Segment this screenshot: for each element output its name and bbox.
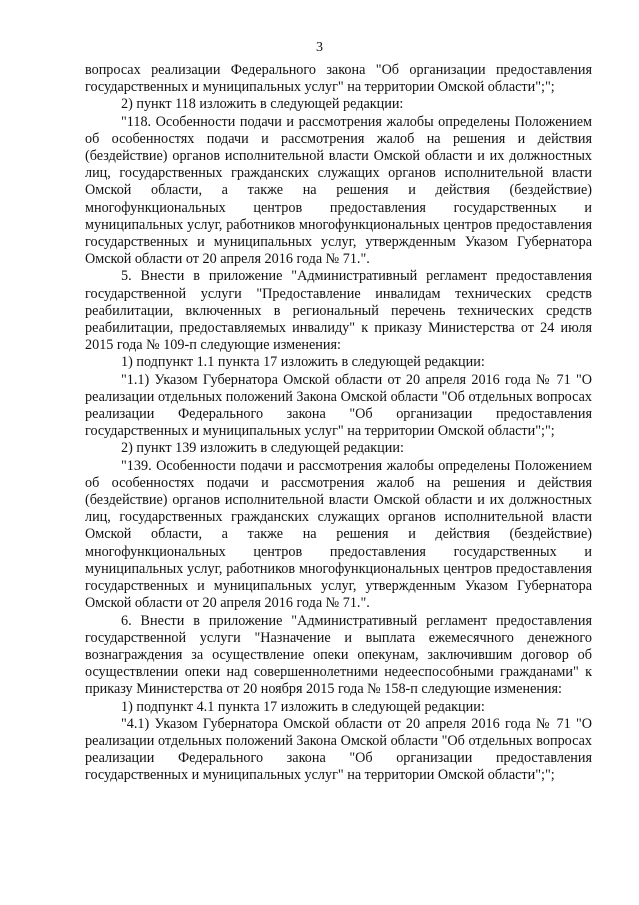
paragraph-item-2-point-139: 2) пункт 139 изложить в следующей редакции: bbox=[121, 440, 404, 457]
paragraph-point-139-text: "139. Особенности подачи и рассмотрения жалобы определены Положением об особенностях подачи и рассмотрения жалоб на решения и действия (бездействие) органов исполнительной власти Омской области и их должностных лиц, государственных гражданских служащих органов исполнительной власти Омской области, а также на решения и действия (бездействие) многофункциональных центров предоставления государственных и муниципальных услуг, работников многофункциональных центров предоставления государственных и муниципальных услуг, утвержденным Указом Губернатора Омской области от 20 апреля 2016 года № 71.". bbox=[85, 457, 592, 612]
paragraph-section-6: 6. Внести в приложение "Административный регламент предоставления государственной услуги "Назначение и выплата ежемесячного денежного вознаграждения за осуществление опеки опекунам, заключившим договор об осуществлении опеки над совершеннолетними недееспособными гражданами" к приказу Министерства от 20 ноября 2015 года № 158-п следующие изменения: bbox=[85, 612, 592, 698]
paragraph-subpoint-1-1-text: "1.1) Указом Губернатора Омской области от 20 апреля 2016 года № 71 "О реализации отдельных положений Закона Омской области "Об отдельных вопросах реализации Федерального закона "Об организации предоставления государственных и муниципальных услуг" на территории Омской области";"; bbox=[85, 371, 592, 440]
paragraph-item-1-subpoint-1-1: 1) подпункт 1.1 пункта 17 изложить в следующей редакции: bbox=[121, 354, 485, 371]
paragraph-subpoint-4-1-text: "4.1) Указом Губернатора Омской области от 20 апреля 2016 года № 71 "О реализации отдельных положений Закона Омской области "Об отдельных вопросах реализации Федерального закона "Об организации предоставления государственных и муниципальных услуг" на территории Омской области";"; bbox=[85, 715, 592, 784]
paragraph-continuation: вопросах реализации Федерального закона "Об организации предоставления государственных и муниципальных услуг" на территории Омской области";"; bbox=[85, 62, 592, 96]
paragraph-section-5: 5. Внести в приложение "Административный регламент предоставления государственной услуги "Предоставление инвалидам технических средств реабилитации, включенных в региональный перечень технических средств реабилитации, предоставляемых инвалиду" к приказу Министерства от 24 июля 2015 года № 109-п следующие изменения: bbox=[85, 268, 592, 354]
paragraph-item-1-subpoint-4-1: 1) подпункт 4.1 пункта 17 изложить в следующей редакции: bbox=[121, 698, 485, 715]
paragraph-item-2-point-118: 2) пункт 118 изложить в следующей редакции: bbox=[121, 96, 404, 113]
document-body bbox=[85, 62, 592, 785]
page-number: 3 bbox=[316, 40, 323, 55]
paragraph-point-118-text: "118. Особенности подачи и рассмотрения жалобы определены Положением об особенностях подачи и рассмотрения жалоб на решения и действия (бездействие) органов исполнительной власти Омской области и их должностных лиц, государственных гражданских служащих органов исполнительной власти Омской области, а также на решения и действия (бездействие) многофункциональных центров предоставления государственных и муниципальных услуг, работников многофункциональных центров предоставления государственных и муниципальных услуг, утвержденным Указом Губернатора Омской области от 20 апреля 2016 года № 71.". bbox=[85, 113, 592, 268]
